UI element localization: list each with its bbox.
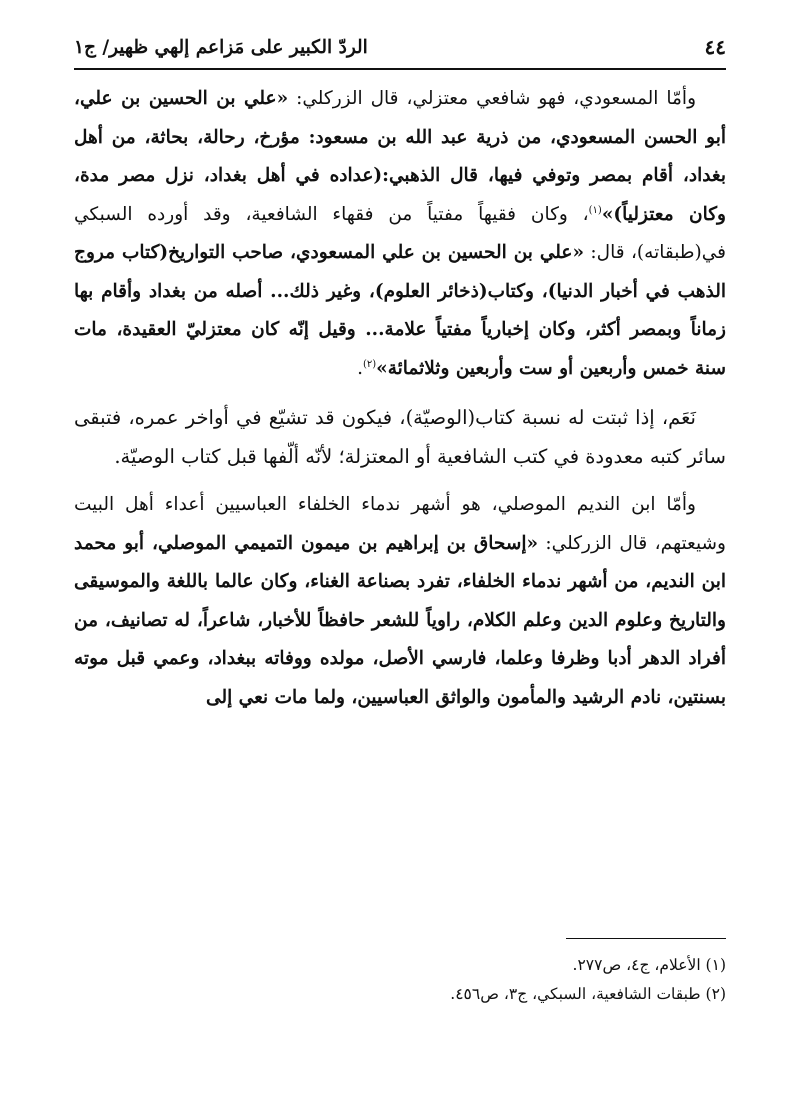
paragraph-text: نَعَم، إذا ثبتت له نسبة كتاب(الوصيّة)، فيكون قد تشيّع في أواخر عمره، فتبقى سائر كتبه معدودة في كتب الشافعية أو المعتزلة؛ لأنّه ألّفها قبل كتاب الوصيّة. — [74, 406, 726, 468]
paragraph-ibn-nadim — [74, 486, 726, 717]
footnote-ref-1[interactable]: (١) — [588, 204, 602, 216]
paragraph-masudi — [74, 80, 726, 388]
footnote-2: (٢) طبقات الشافعية، السبكي، ج٣، ص٤٥٦. — [450, 985, 726, 1003]
paragraph-wasiyya — [74, 398, 726, 476]
page-number: ٤٤ — [704, 35, 726, 59]
running-title: الردّ الكبير على مَزاعم إلهي ظهير/ ج١ — [74, 36, 368, 58]
quote-subki: «علي بن الحسين بن علي المسعودي، صاحب التواريخ(كتاب مروج الذهب في أخبار الدنيا)، وكتاب(ذخائر العلوم)، وغير ذلك... أصله من بغداد وأقام بها زماناً وبمصر أكثر، وكان إخبارياً مفتياً علامة... وقيل إنّه كان معتزليّ العقيدة، مات سنة خمس وأربعين أو ست وأربعين وثلاثمائة» — [74, 242, 726, 379]
main-text — [74, 80, 726, 717]
quote-zirikli-ishaq: «إسحاق بن إبراهيم بن ميمون التميمي الموصلي، أبو محمد ابن النديم، من أشهر ندماء الخلفاء، تفرد بصناعة الغناء، وكان عالما باللغة والموسيقى والتاريخ وعلوم الدين وعلم الكلام، راوياً للشعر حافظاً للأخبار، شاعراً، له تصانيف، من أفراد الدهر أدبا وظرفا وعلما، فارسي الأصل، مولده ووفاته ببغداد، وعمي قبل موته بسنتين، نادم الرشيد والمأمون والواثق العباسيين، ولما مات نعي إلى — [74, 532, 726, 708]
quote-zirikli-masudi: «علي بن الحسين بن علي، أبو الحسن المسعودي، من ذرية عبد الله بن مسعود: مؤرخ، رحالة، بحاثة، من أهل بغداد، أقام بمصر وتوفي فيها، قال الذهبي:(عداده في أهل بغداد، نزل مصر مدة، وكان معتزلياً)» — [74, 88, 726, 225]
paragraph-middle: ، وكان فقيهاً مفتياً من فقهاء الشافعية، وقد أورده السبكي في(طبقاته)، قال: — [74, 203, 726, 263]
paragraph-intro: وأمّا المسعودي، فهو شافعي معتزلي، قال الزركلي: — [288, 88, 697, 109]
footnote-1: (١) الأعلام، ج٤، ص٢٧٧. — [572, 956, 726, 974]
paragraph-end: . — [357, 357, 363, 379]
paragraph-intro: وأمّا ابن النديم الموصلي، هو أشهر ندماء الخلفاء العباسيين أعداء أهل البيت وشيعتهم، قال الزركلي: — [74, 494, 726, 554]
page-header — [74, 26, 726, 70]
footnotes — [74, 938, 726, 1009]
footnote-ref-2[interactable]: (٢) — [362, 358, 377, 370]
book-page — [74, 26, 726, 1086]
footnote-divider — [566, 938, 726, 939]
